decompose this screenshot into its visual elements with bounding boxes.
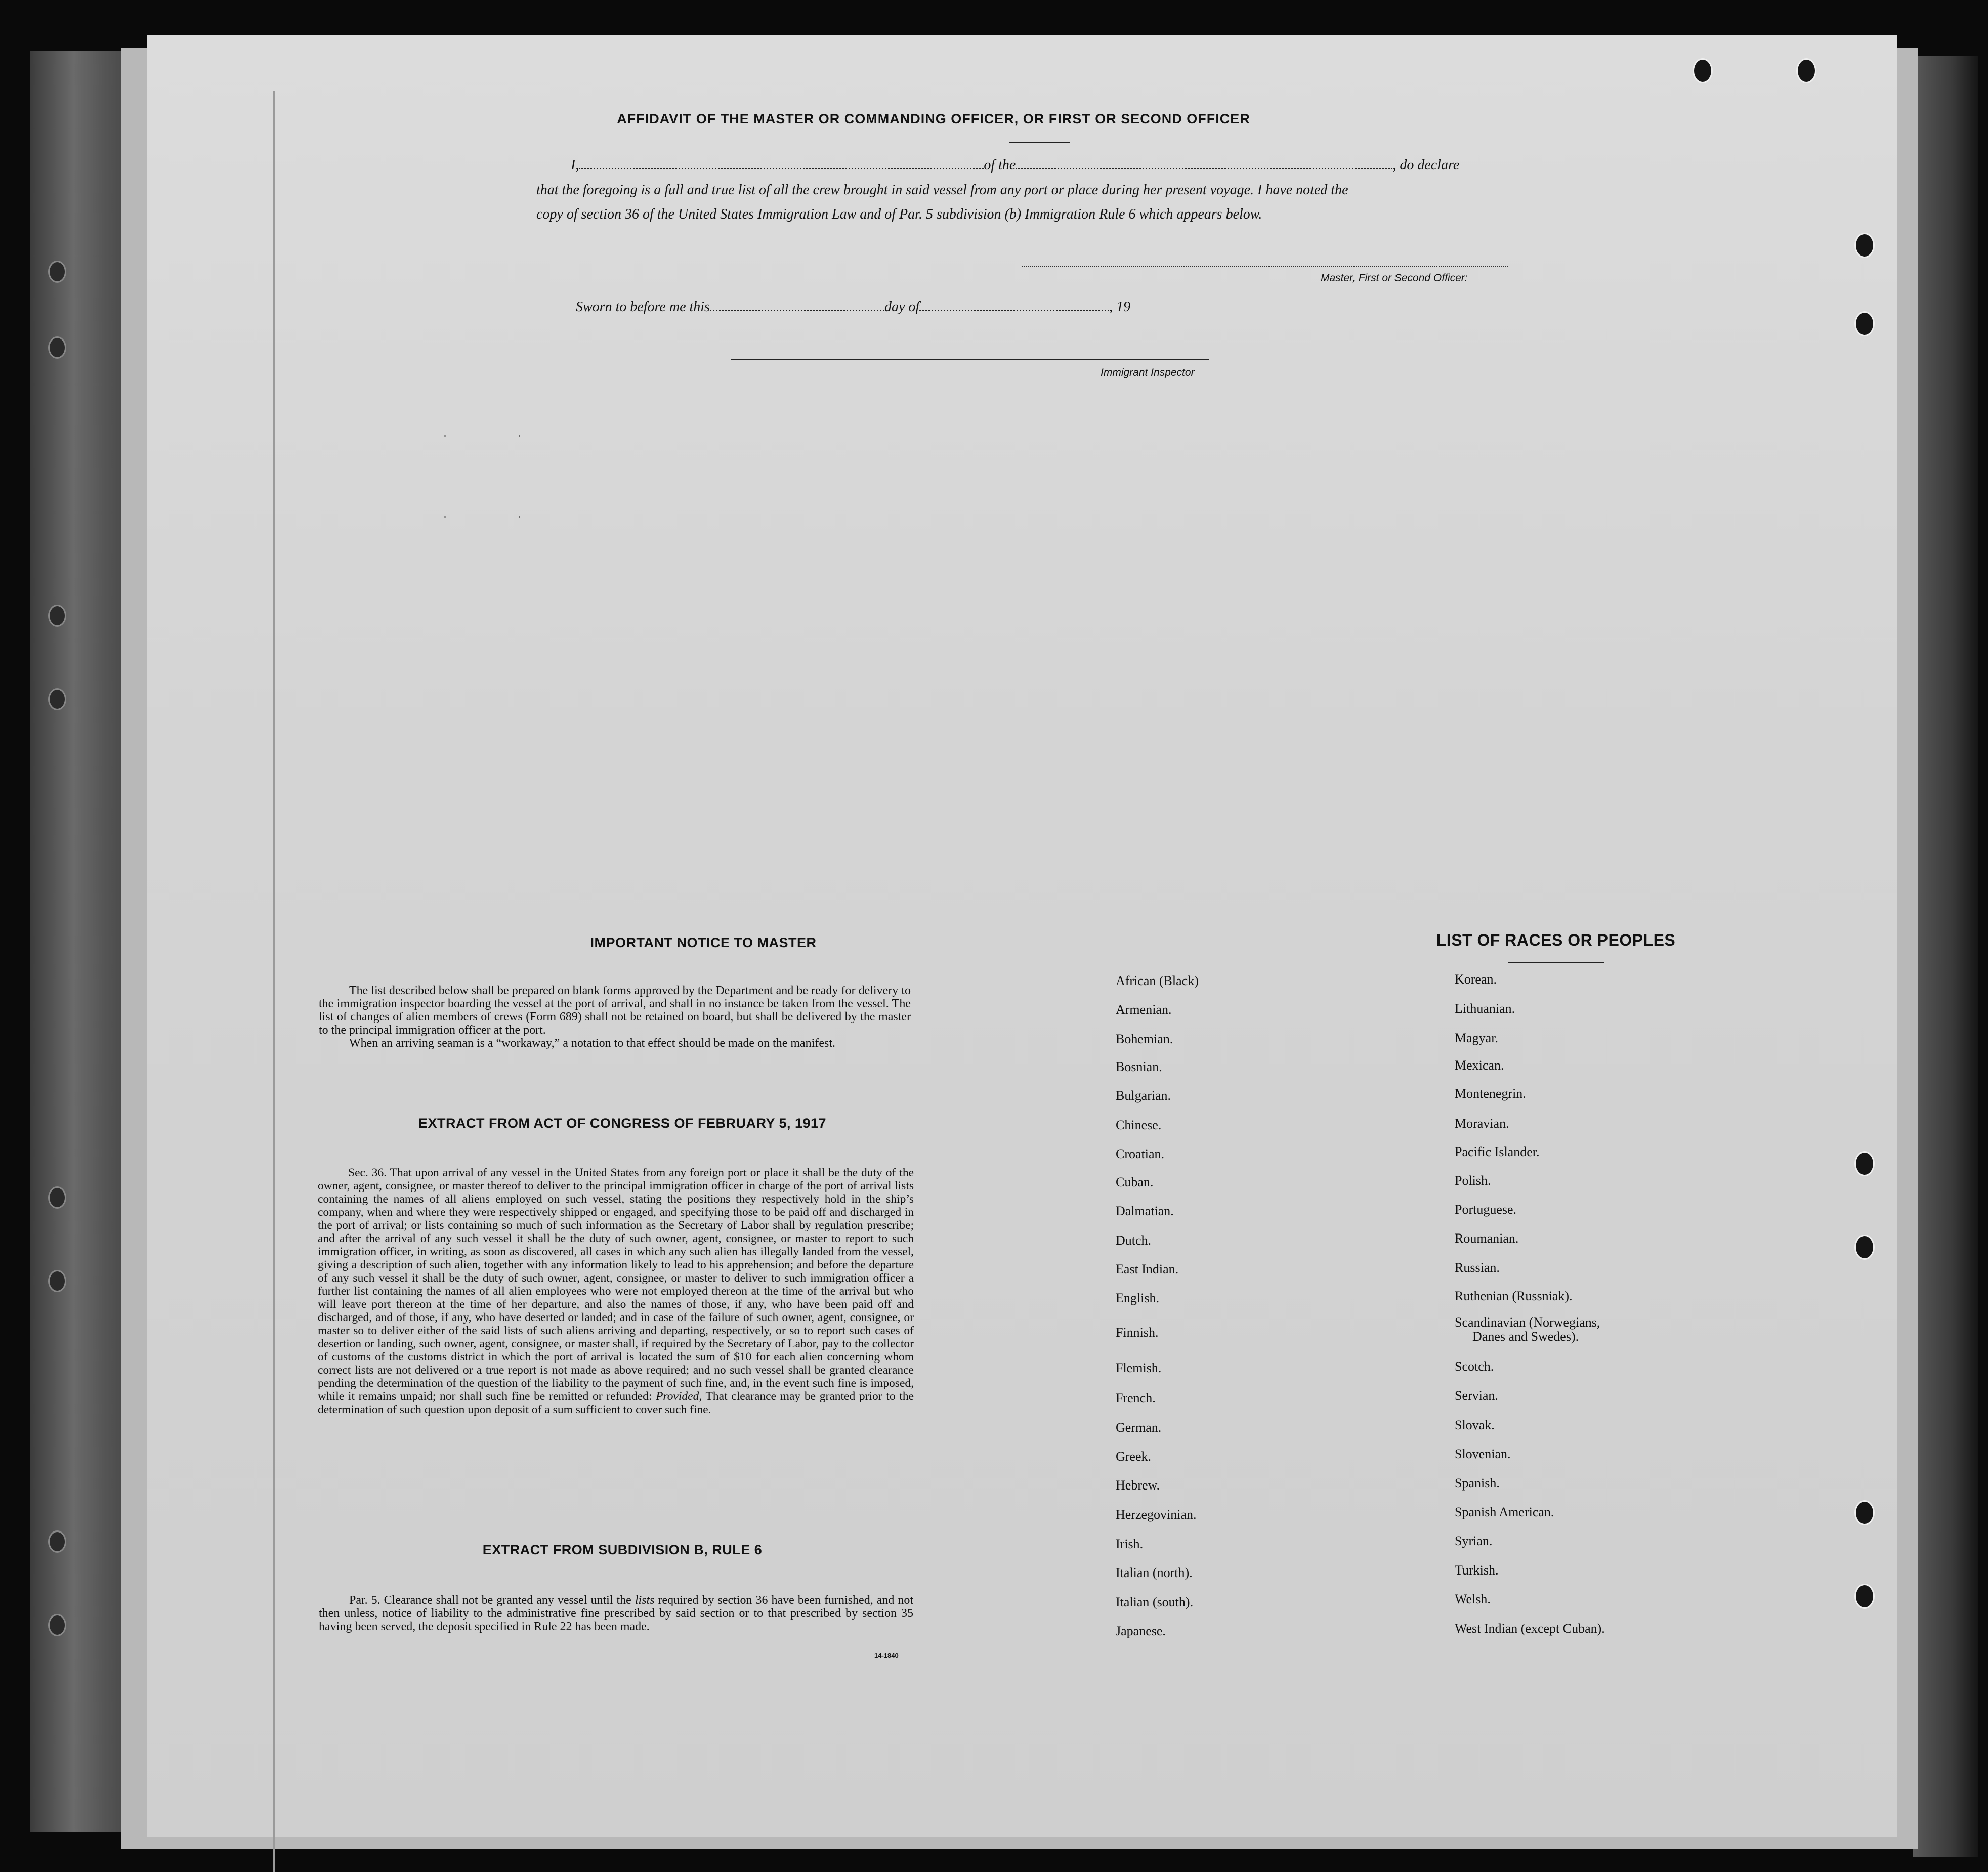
race-left: Armenian. (1116, 1002, 1172, 1017)
punch-hole-icon (1854, 233, 1875, 258)
race-right: Scandinavian (Norwegians, (1455, 1315, 1600, 1330)
title-rule (1009, 142, 1070, 143)
name-field[interactable] (579, 156, 984, 169)
margin-line (273, 91, 275, 1872)
binder-hole-icon (48, 605, 66, 627)
race-left: Finnish. (1116, 1325, 1159, 1340)
race-left: Croatian. (1116, 1146, 1165, 1161)
race-right: Ruthenian (Russniak). (1455, 1289, 1573, 1303)
race-right: Welsh. (1455, 1592, 1491, 1606)
race-right: Slovak. (1455, 1418, 1495, 1432)
race-left: Irish. (1116, 1537, 1144, 1551)
binder-hole-icon (48, 1186, 66, 1209)
right-edge-strip (1913, 56, 1978, 1857)
race-left: Dutch. (1116, 1233, 1152, 1248)
stray-mark (444, 435, 446, 437)
inspector-signature-line[interactable] (731, 359, 1209, 360)
notice-paragraph-1: The list described below shall be prepared on blank forms approved by the Department and be ready for delivery to the immigration inspector boarding the vessel at the port of arrival, and shall in no instance be taken from the vessel. The list of changes of alien members of crews (Form 689) shall not be retained on board, but shall be delivered by the master to the principal immigration officer at the port. (319, 984, 911, 1037)
master-signature-line[interactable] (1022, 264, 1508, 267)
race-right: Moravian. (1455, 1116, 1509, 1131)
race-right: Lithuanian. (1455, 1001, 1515, 1016)
race-right: Portuguese. (1455, 1202, 1517, 1217)
race-left: Flemish. (1116, 1360, 1162, 1375)
affidavit-i: I, (571, 157, 579, 173)
extract-act-body (318, 1166, 914, 1416)
notice-paragraph-2: When an arriving seaman is a “workaway,” a notation to that effect should be made on the manifest. (349, 1037, 835, 1050)
race-right: Syrian. (1455, 1534, 1493, 1548)
notice-body (319, 984, 911, 1050)
extract-rule-title: EXTRACT FROM SUBDIVISION B, RULE 6 (482, 1542, 763, 1557)
rule-text-end: required by section 36 have been furnished, and not then unless, notice of liability to the administrative fine prescribed by said section or to that prescribed by section 35 having been served, the deposit specified in Rule 22 has been made. (319, 1594, 914, 1633)
form-number: 14-1840 (874, 1652, 899, 1660)
race-right: Spanish American. (1455, 1505, 1554, 1519)
extract-act-text-end: That clearance may be granted prior to the determination of such question upon deposit of a sum sufficient to cover such fine. (318, 1390, 914, 1416)
sworn-year: , 19 (1109, 299, 1131, 315)
punch-hole-icon (1854, 1584, 1875, 1609)
punch-hole-icon (1796, 58, 1816, 83)
punch-hole-icon (1693, 58, 1713, 83)
binder-hole-icon (48, 688, 66, 710)
race-right: Pacific Islander. (1455, 1144, 1540, 1159)
race-left: French. (1116, 1391, 1156, 1406)
sworn-prefix: Sworn to before me this (576, 299, 710, 315)
race-right-continued: Danes and Swedes). (1472, 1329, 1579, 1344)
races-title: LIST OF RACES OR PEOPLES (1436, 931, 1676, 949)
race-left: Bohemian. (1116, 1032, 1173, 1046)
race-right: Scotch. (1455, 1359, 1494, 1374)
stray-mark (444, 516, 446, 518)
binder-hole-icon (48, 1530, 66, 1553)
sworn-line (576, 297, 1130, 315)
race-right: Russian. (1455, 1260, 1500, 1275)
lists-word: lists (635, 1594, 655, 1607)
extract-act-text: Sec. 36. That upon arrival of any vessel in the United States from any foreign port or place it shall be the duty of the owner, agent, consignee, or master thereof to deliver to the principal immigration officer in charge of the port of arrival lists containing the names of all aliens employed on such vessel, stating the positions they respectively hold in the ship’s company, when and where they were respectively shipped or engaged, and specifying those to be paid off and discharged in the port of arrival; or lists containing so much of such information as the Secretary of Labor shall by regulation prescribe; and after the arrival of any such vessel it shall be the duty of such owner, agent, consignee, or master to report to such immigration officer, in writing, as soon as discovered, all cases in which any such alien has illegally landed from the vessel, giving a description of such alien, together with any information likely to lead to his apprehension; and before the departure of any such vessel it shall be the duty of such owner, agent, consignee, or master to deliver to such immigration officer a further list containing the names of all alien employees who were not employed thereon at the time of the arrival but who will leave port thereon at the time of her departure, and also the names of those, if any, who have been paid off and discharged, and of those, if any, who have deserted or landed; and in case of the failure of such owner, agent, consignee, or master so to deliver either of the said lists of such aliens arriving and departing, respectively, or so to report such cases of desertion or landing, such owner, agent, consignee, or master shall, if required by the Secretary of Labor, pay to the collector of customs of the customs district in which the port of arrival is located the sum of $10 for each alien concerning whom correct lists are not delivered or a true report is not made as above required; and no such vessel shall be granted clearance pending the determination of the question of the liability to the payment of such fine, and, in the event such fine is imposed, while it remains unpaid; nor shall such fine be remitted or refunded: (318, 1166, 914, 1403)
race-right: West Indian (except Cuban). (1455, 1621, 1605, 1636)
race-right: Magyar. (1455, 1031, 1498, 1045)
race-right: Polish. (1455, 1173, 1491, 1188)
stray-mark (519, 435, 520, 437)
race-left: African (Black) (1116, 973, 1199, 988)
race-left: Italian (south). (1116, 1595, 1194, 1609)
punch-hole-icon (1854, 1235, 1875, 1260)
race-right: Mexican. (1455, 1058, 1504, 1073)
race-left: Japanese. (1116, 1624, 1166, 1638)
punch-hole-icon (1854, 1500, 1875, 1525)
race-right: Turkish. (1455, 1563, 1499, 1578)
manifest-page (147, 35, 1897, 1837)
sworn-day-of: day of (884, 299, 920, 315)
affidavit-line-3: copy of section 36 of the United States Immigration Law and of Par. 5 subdivision (b) Immigration Rule 6 which appears below. (536, 206, 1262, 222)
affidavit-declare: , do declare (1392, 157, 1460, 173)
day-field[interactable] (710, 297, 884, 311)
affidavit-of-the: of the (984, 157, 1016, 173)
race-right: Slovenian. (1455, 1446, 1511, 1461)
inspector-label: Immigrant Inspector (1101, 367, 1195, 378)
race-right: Spanish. (1455, 1476, 1500, 1491)
affidavit-line-2: that the foregoing is a full and true list of all the crew brought in said vessel from any port or place during her present voyage. I have noted the (536, 182, 1348, 198)
race-left: Bosnian. (1116, 1059, 1162, 1074)
races-title-rule (1508, 962, 1604, 963)
provided-word: Provided, (656, 1390, 702, 1403)
month-field[interactable] (919, 297, 1109, 311)
race-right: Korean. (1455, 972, 1497, 987)
extract-act-title: EXTRACT FROM ACT OF CONGRESS OF FEBRUARY 5, 1917 (418, 1116, 827, 1131)
race-right: Montenegrin. (1455, 1086, 1526, 1101)
race-left: Greek. (1116, 1449, 1152, 1464)
stray-mark (519, 516, 520, 518)
race-right: Roumanian. (1455, 1231, 1519, 1246)
punch-hole-icon (1854, 311, 1875, 336)
affidavit-title: AFFIDAVIT OF THE MASTER OR COMMANDING OFFICER, OR FIRST OR SECOND OFFICER (617, 111, 1250, 126)
race-left: German. (1116, 1420, 1162, 1435)
race-left: Chinese. (1116, 1118, 1162, 1132)
binder-hole-icon (48, 1270, 66, 1292)
extract-rule-body (319, 1594, 913, 1633)
rule-text: Par. 5. Clearance shall not be granted any vessel until the (349, 1594, 631, 1607)
notice-title: IMPORTANT NOTICE TO MASTER (590, 935, 817, 950)
binder-hole-icon (48, 261, 66, 283)
race-left: Italian (north). (1116, 1565, 1193, 1580)
master-label: Master, First or Second Officer: (1321, 272, 1468, 284)
affidavit-line-1 (571, 156, 1459, 174)
race-left: Hebrew. (1116, 1478, 1160, 1493)
binder-hole-icon (48, 1614, 66, 1636)
race-left: Cuban. (1116, 1175, 1154, 1189)
binder-hole-icon (48, 336, 66, 359)
race-left: Dalmatian. (1116, 1204, 1174, 1218)
race-left: East Indian. (1116, 1262, 1179, 1277)
race-left: English. (1116, 1291, 1159, 1305)
race-left: Bulgarian. (1116, 1088, 1171, 1103)
race-right: Servian. (1455, 1388, 1498, 1403)
punch-hole-icon (1854, 1151, 1875, 1176)
race-left: Herzegovinian. (1116, 1507, 1197, 1522)
vessel-field[interactable] (1016, 156, 1392, 169)
